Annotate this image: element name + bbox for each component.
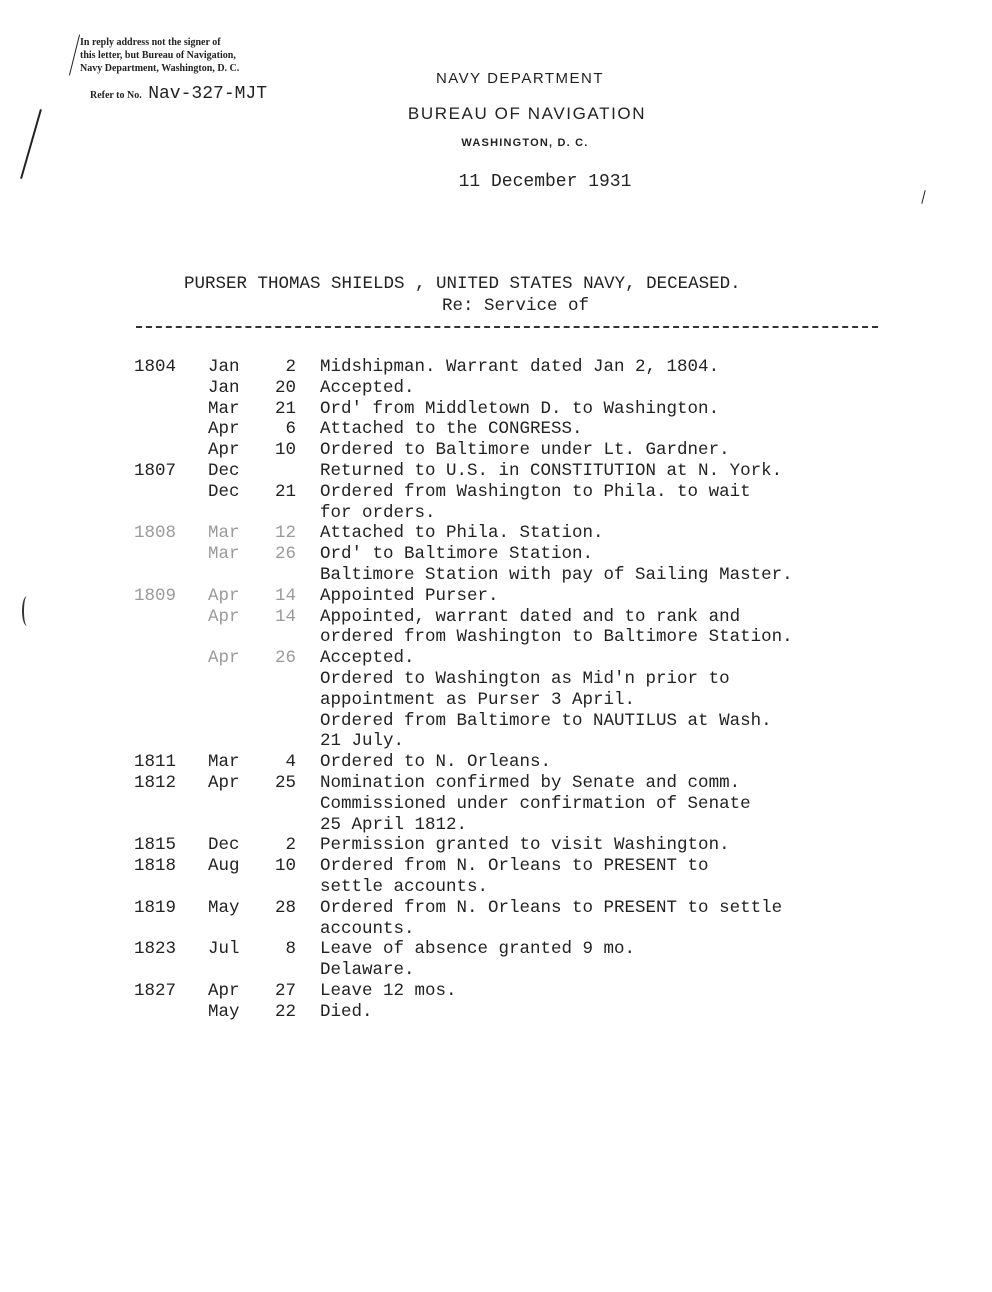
- record-month: Dec: [208, 481, 240, 502]
- record-entry-line: Attached to the CONGRESS.: [320, 419, 583, 440]
- service-record-row: [134, 1002, 894, 1023]
- record-entry: [320, 835, 894, 856]
- record-month: Apr: [208, 772, 240, 793]
- record-day: 12: [274, 523, 296, 544]
- record-year: 1804: [134, 357, 177, 377]
- record-entry-line: ordered from Washington to Baltimore Station.: [320, 627, 793, 648]
- record-month: Mar: [208, 752, 240, 773]
- record-entry-line: for orders.: [320, 502, 436, 523]
- record-entry: [320, 357, 894, 378]
- record-month: Apr: [208, 648, 240, 669]
- record-day: 21: [274, 481, 296, 502]
- record-entry: [320, 461, 894, 482]
- record-entry-line: Appointed Purser.: [320, 585, 499, 606]
- record-day: 10: [274, 856, 296, 877]
- service-record-row: [134, 648, 894, 752]
- service-record-row: [134, 773, 894, 835]
- record-entry-line: Midshipman. Warrant dated Jan 2, 1804.: [320, 357, 720, 377]
- record-entry: [320, 440, 894, 461]
- service-record-row: [134, 419, 894, 440]
- record-entry-line: Ord' from Middletown D. to Washington.: [320, 398, 720, 419]
- service-record-row: [134, 752, 894, 773]
- record-entry-line: 21 July.: [320, 731, 405, 752]
- record-month: Dec: [208, 460, 240, 481]
- record-month: Apr: [208, 980, 240, 1001]
- record-entry: [320, 378, 894, 399]
- record-entry-line: Delaware.: [320, 960, 415, 981]
- service-record-list: [134, 357, 894, 1023]
- service-record-row: [134, 357, 894, 378]
- record-day: 14: [274, 606, 296, 627]
- pen-tick-mark: [921, 190, 925, 204]
- record-year: 1809: [134, 585, 177, 606]
- record-day: 14: [274, 585, 296, 606]
- record-year: 1823: [134, 939, 177, 960]
- subject-line: PURSER THOMAS SHIELDS , UNITED STATES NAVY, DECEASED.: [184, 274, 741, 294]
- record-entry: [320, 544, 894, 586]
- department-heading: NAVY DEPARTMENT: [435, 70, 605, 87]
- service-record-row: [134, 939, 894, 981]
- record-day: 26: [274, 544, 296, 565]
- record-year: 1815: [134, 835, 177, 856]
- record-month: Jan: [208, 377, 240, 398]
- service-record-row: [134, 440, 894, 461]
- record-entry: [320, 482, 894, 524]
- record-day: 22: [274, 1001, 296, 1022]
- record-entry-line: Nomination confirmed by Senate and comm.: [320, 772, 741, 793]
- record-year: 1819: [134, 897, 177, 918]
- record-month: Mar: [208, 523, 240, 544]
- record-entry-line: Ordered to Washington as Mid'n prior to: [320, 668, 730, 689]
- record-entry: [320, 856, 894, 898]
- record-entry: [320, 523, 894, 544]
- refer-value: Nav-327-MJT: [148, 84, 268, 104]
- service-record-row: [134, 981, 894, 1002]
- service-record-row: [134, 461, 894, 482]
- record-entry: [320, 752, 894, 773]
- record-entry: [320, 773, 894, 835]
- record-entry: [320, 648, 894, 752]
- reference-number: [90, 84, 267, 104]
- reply-note-line: this letter, but Bureau of Navigation,: [80, 50, 236, 61]
- record-month: May: [208, 897, 240, 918]
- record-month: Apr: [208, 440, 240, 461]
- service-record-row: [134, 482, 894, 524]
- record-month: May: [208, 1001, 240, 1022]
- record-year: 1818: [134, 856, 177, 877]
- record-year: 1827: [134, 980, 177, 1001]
- record-entry-line: 25 April 1812.: [320, 814, 468, 835]
- letter-date: 11 December 1931: [458, 172, 632, 192]
- service-record-row: [134, 898, 894, 940]
- record-year: 1808: [134, 523, 177, 544]
- record-entry-line: Accepted.: [320, 377, 415, 398]
- dashed-separator: [136, 326, 878, 328]
- record-entry: [320, 981, 894, 1002]
- record-month: Aug: [208, 856, 240, 877]
- record-day: 21: [274, 398, 296, 419]
- record-day: 8: [285, 939, 296, 960]
- city-heading: WASHINGTON, D. C.: [461, 137, 589, 149]
- record-entry: [320, 419, 894, 440]
- refer-label: Refer to No.: [90, 90, 142, 101]
- record-entry-line: Accepted.: [320, 648, 415, 669]
- record-day: 10: [274, 440, 296, 461]
- record-entry-line: Ord' to Baltimore Station.: [320, 544, 594, 565]
- record-entry-line: Attached to Phila. Station.: [320, 523, 604, 544]
- record-entry-line: accounts.: [320, 918, 415, 939]
- record-entry-line: Ordered to N. Orleans.: [320, 752, 552, 773]
- service-record-row: [134, 399, 894, 420]
- service-record-row: [134, 523, 894, 544]
- service-record-row: [134, 607, 894, 649]
- record-entry-line: Died.: [320, 1001, 373, 1022]
- record-entry-line: Returned to U.S. in CONSTITUTION at N. York.: [320, 460, 783, 481]
- record-day: 6: [285, 419, 296, 440]
- bureau-heading: BUREAU OF NAVIGATION: [407, 104, 647, 123]
- record-day: 4: [285, 752, 296, 773]
- record-entry: [320, 586, 894, 607]
- record-entry: [320, 1002, 894, 1023]
- record-month: Apr: [208, 419, 240, 440]
- subject-re-line: Re: Service of: [442, 296, 590, 316]
- record-month: Apr: [208, 585, 240, 606]
- record-entry: [320, 399, 894, 420]
- record-day: 2: [285, 357, 296, 377]
- record-day: 25: [274, 772, 296, 793]
- margin-bracket-mark: [22, 596, 32, 626]
- record-day: 2: [285, 835, 296, 856]
- record-entry-line: Permission granted to visit Washington.: [320, 835, 730, 856]
- record-entry-line: Leave of absence granted 9 mo.: [320, 939, 636, 960]
- record-entry-line: Ordered from Baltimore to NAUTILUS at Wash.: [320, 710, 772, 731]
- record-entry-line: Ordered from N. Orleans to PRESENT to: [320, 856, 709, 877]
- record-entry: [320, 939, 894, 981]
- record-entry-line: Ordered from N. Orleans to PRESENT to settle: [320, 897, 783, 918]
- record-year: 1807: [134, 460, 177, 481]
- record-entry-line: Baltimore Station with pay of Sailing Master.: [320, 564, 793, 585]
- service-record-row: [134, 544, 894, 586]
- record-entry-line: Ordered from Washington to Phila. to wait: [320, 481, 751, 502]
- record-entry: [320, 607, 894, 649]
- service-record-row: [134, 378, 894, 399]
- record-day: 27: [274, 980, 296, 1001]
- record-entry-line: Appointed, warrant dated and to rank and: [320, 606, 741, 627]
- record-month: Mar: [208, 544, 240, 565]
- record-month: Dec: [208, 835, 240, 856]
- record-entry-line: appointment as Purser 3 April.: [320, 689, 636, 710]
- record-year: 1811: [134, 752, 177, 773]
- record-entry-line: Commissioned under confirmation of Senate: [320, 793, 751, 814]
- service-record-row: [134, 586, 894, 607]
- record-month: Apr: [208, 606, 240, 627]
- record-entry-line: Ordered to Baltimore under Lt. Gardner.: [320, 440, 730, 461]
- record-month: Jan: [208, 357, 240, 377]
- record-month: Mar: [208, 398, 240, 419]
- record-entry: [320, 898, 894, 940]
- record-month: Jul: [208, 939, 240, 960]
- record-year: 1812: [134, 772, 177, 793]
- reply-note-line: In reply address not the signer of: [80, 37, 221, 48]
- record-entry-line: Leave 12 mos.: [320, 980, 457, 1001]
- record-entry-line: settle accounts.: [320, 876, 489, 897]
- reply-note-line: Navy Department, Washington, D. C.: [80, 63, 240, 74]
- service-record-row: [134, 835, 894, 856]
- service-record-row: [134, 856, 894, 898]
- record-day: 20: [274, 377, 296, 398]
- record-day: 28: [274, 897, 296, 918]
- record-day: 26: [274, 648, 296, 669]
